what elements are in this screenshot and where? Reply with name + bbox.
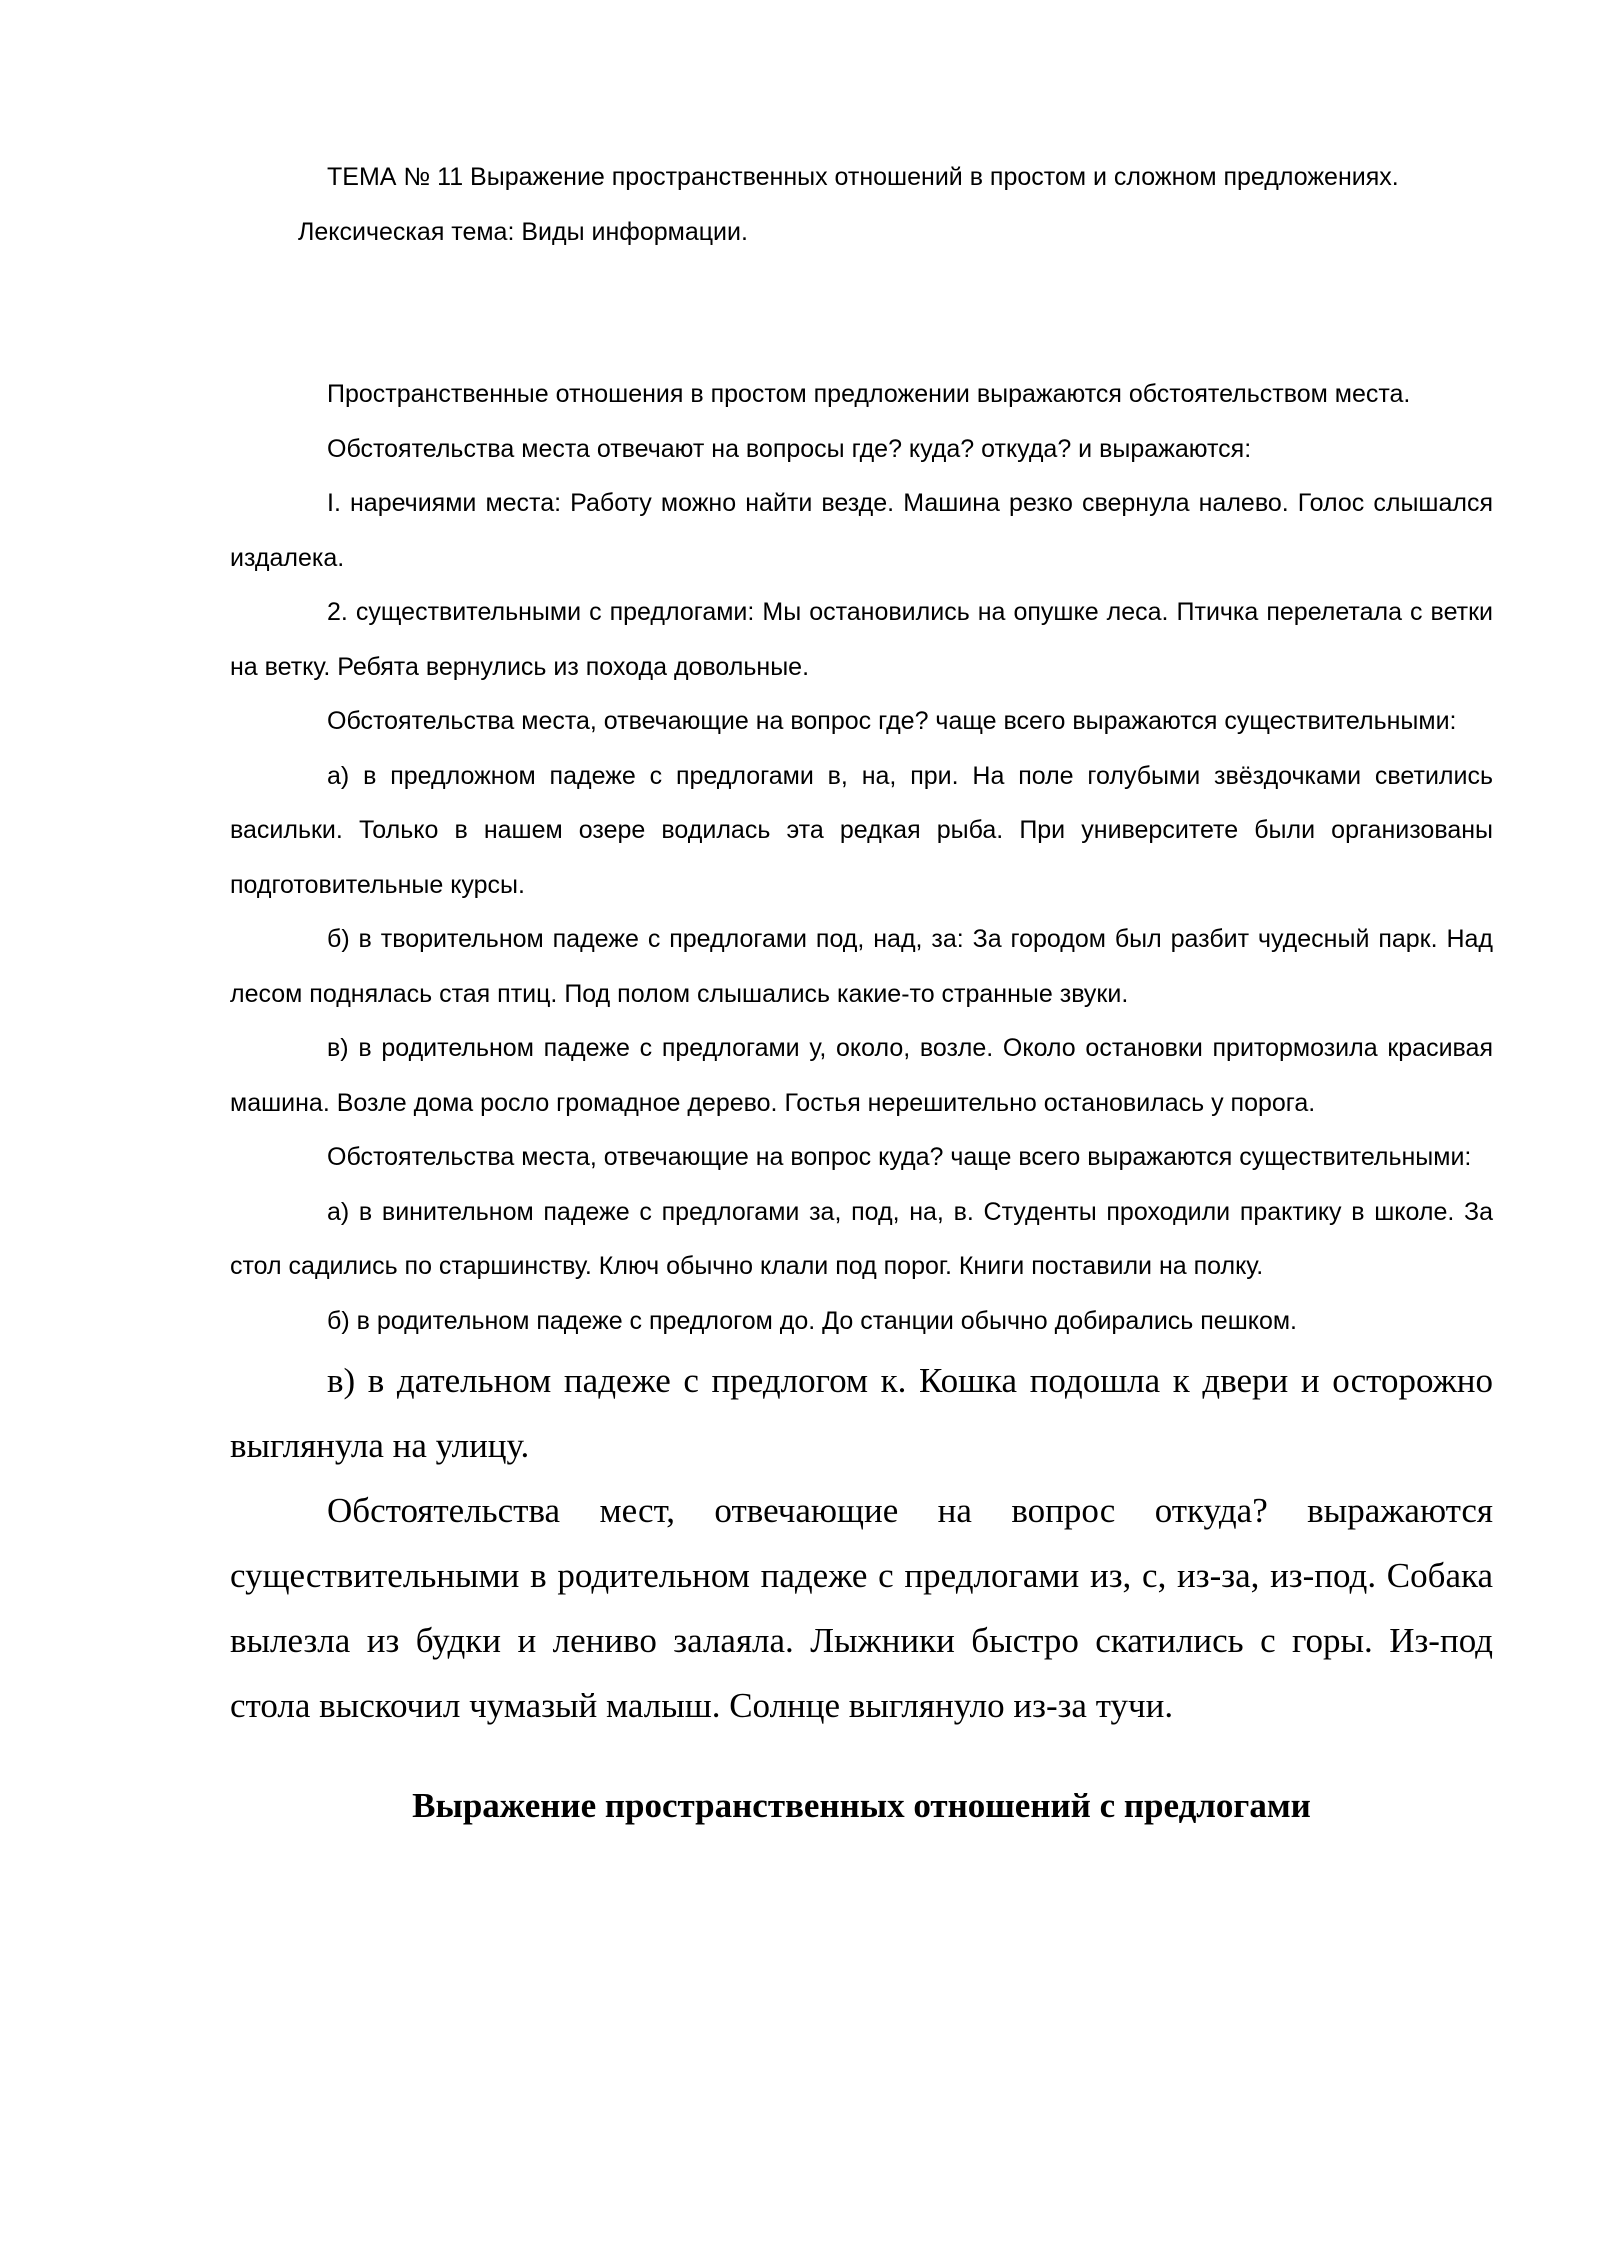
paragraph: Обстоятельства места, отвечающие на вопрос куда? чаще всего выражаются существительными:	[327, 1143, 1472, 1171]
paragraph: б) в творительном падеже с предлогами под, над, за: За городом был разбит чудесный парк. Над лесом поднялась стая птиц. Под полом слышались какие-то странные звуки.	[230, 925, 1493, 1008]
paragraph: Обстоятельства мест, отвечающие на вопрос откуда? выражаются существительными в родительном падеже с предлогами из, с, из-за, из-под. Собака вылезла из будки и лениво залаяла. Лыжники быстро скатились с горы. Из-под стола выскочил чумазый малыш. Солнце выглянуло из-за тучи.	[230, 1491, 1493, 1725]
paragraph: 2. существительными с предлогами: Мы остановились на опушке леса. Птичка перелетала с ветки на ветку. Ребята вернулись из похода довольные.	[230, 598, 1493, 681]
paragraph: в) в дательном падеже с предлогом к. Кошка подошла к двери и осторожно выглянула на улицу.	[230, 1361, 1493, 1465]
topic-title: ТЕМА № 11 Выражение пространственных отношений в простом и сложном предложениях.	[327, 163, 1399, 191]
paragraph: в) в родительном падеже с предлогами у, около, возле. Около остановки притормозила красивая машина. Возле дома росло громадное дерево. Гостья нерешительно остановилась у порога.	[230, 1034, 1493, 1117]
paragraph: а) в винительном падеже с предлогами за, под, на, в. Студенты проходили практику в школе. За стол садились по старшинству. Ключ обычно клали под порог. Книги поставили на полку.	[230, 1197, 1493, 1280]
document-page	[230, 150, 1493, 1826]
paragraph: а) в предложном падеже с предлогами в, на, при. На поле голубыми звёздочками светились васильки. Только в нашем озере водилась эта редкая рыба. При университете были организованы подготовительные курсы.	[230, 761, 1493, 899]
paragraph: Пространственные отношения в простом предложении выражаются обстоятельством места.	[327, 380, 1411, 408]
paragraph: б) в родительном падеже с предлогом до. До станции обычно добирались пешком.	[327, 1306, 1298, 1335]
lexical-topic: Лексическая тема: Виды информации.	[298, 217, 748, 246]
paragraph: I. наречиями места: Работу можно найти везде. Машина резко свернула налево. Голос слышался издалека.	[230, 489, 1493, 572]
paragraph: Обстоятельства места, отвечающие на вопрос где? чаще всего выражаются существительными:	[327, 707, 1457, 735]
section-heading: Выражение пространственных отношений с предлогами	[412, 1786, 1311, 1825]
spacer	[230, 259, 1493, 367]
paragraph: Обстоятельства места отвечают на вопросы где? куда? откуда? и выражаются:	[327, 434, 1252, 463]
